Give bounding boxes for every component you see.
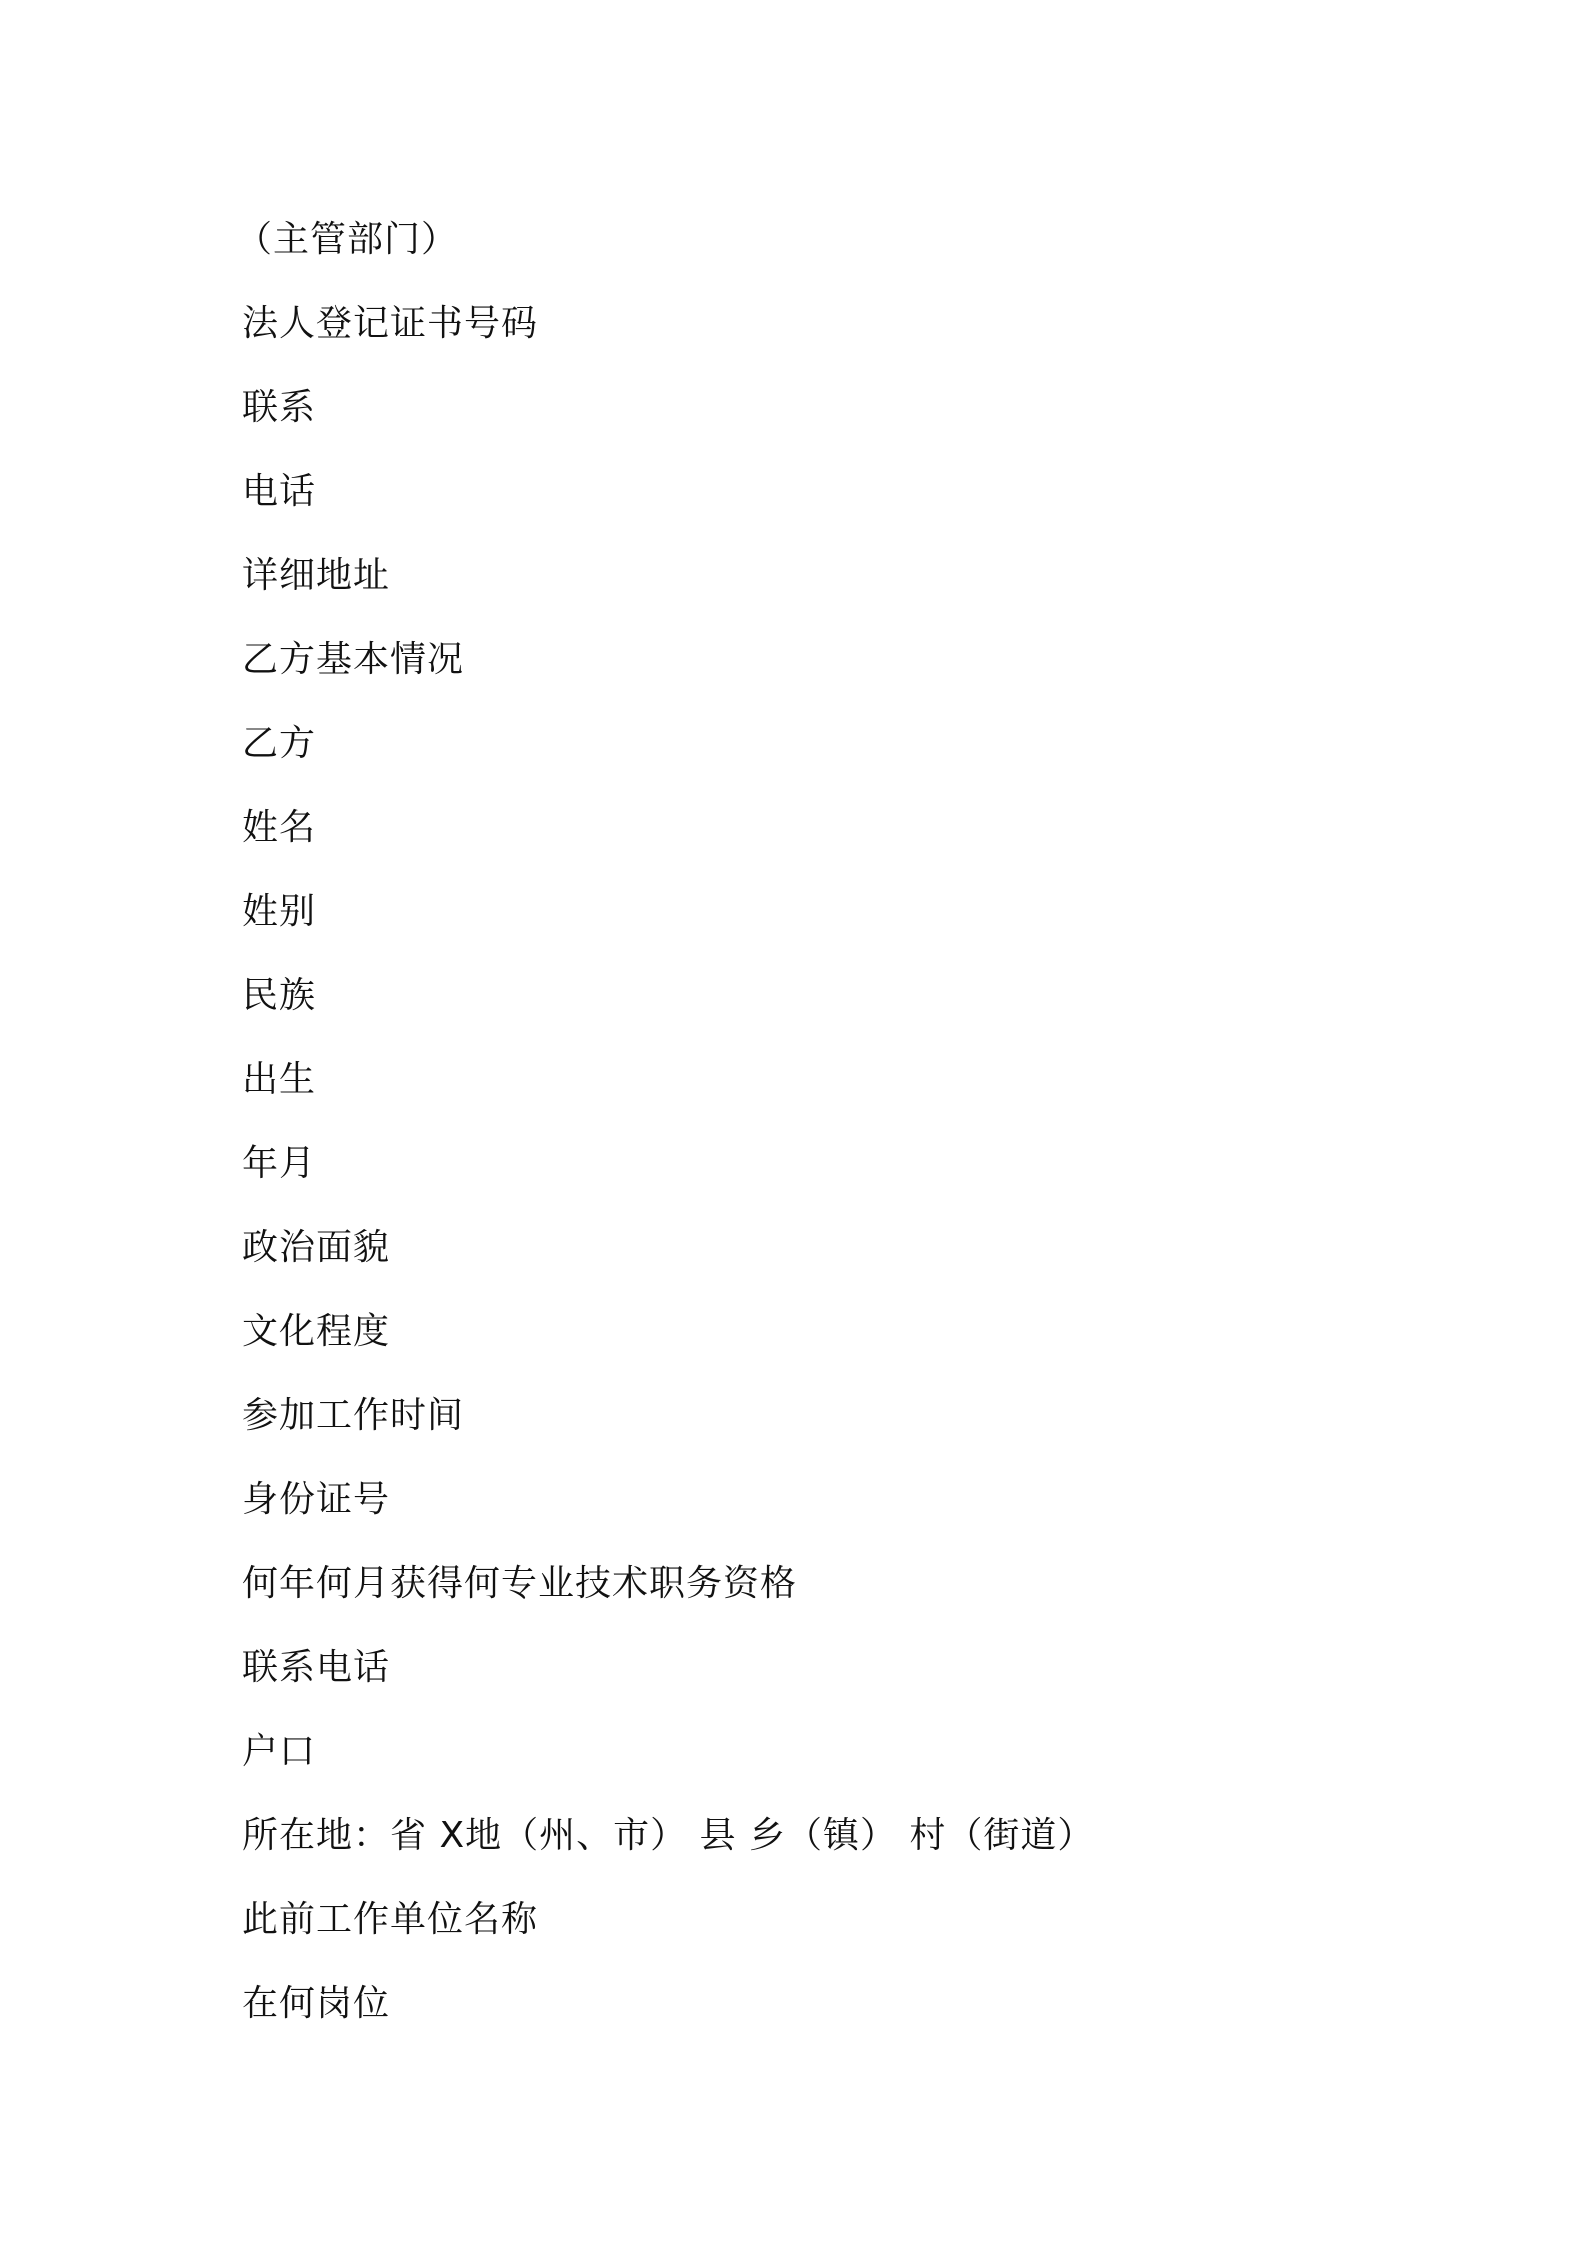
line-party-b-basic-info: 乙方基本情况 [242, 639, 465, 680]
line-supervising-department: （主管部门） [236, 219, 459, 260]
line-contact-phone: 联系电话 [242, 1647, 391, 1688]
line-name: 姓名 [242, 807, 317, 848]
line-education: 文化程度 [242, 1311, 391, 1352]
line-phone: 电话 [242, 471, 317, 512]
line-id-number: 身份证号 [242, 1479, 391, 1520]
line-political-status: 政治面貌 [242, 1227, 391, 1268]
line-contact: 联系 [242, 387, 317, 428]
line-location: 所在地：省 X地（州、市） 县 乡（镇） 村（街道） [242, 1815, 1095, 1856]
line-ethnicity: 民族 [242, 975, 317, 1016]
line-position: 在何岗位 [242, 1983, 391, 2024]
line-household-registration: 户口 [242, 1731, 317, 1772]
line-legal-person-cert-number: 法人登记证书号码 [242, 303, 539, 344]
field-list [236, 198, 1095, 2046]
line-party-b: 乙方 [242, 723, 317, 764]
line-work-start-time: 参加工作时间 [242, 1395, 465, 1436]
line-professional-qualification: 何年何月获得何专业技术职务资格 [242, 1563, 798, 1604]
line-previous-employer: 此前工作单位名称 [242, 1899, 539, 1940]
line-detailed-address: 详细地址 [242, 555, 391, 596]
line-gender: 姓别 [242, 891, 317, 932]
line-year-month: 年月 [242, 1143, 317, 1184]
line-birth: 出生 [242, 1059, 317, 1100]
